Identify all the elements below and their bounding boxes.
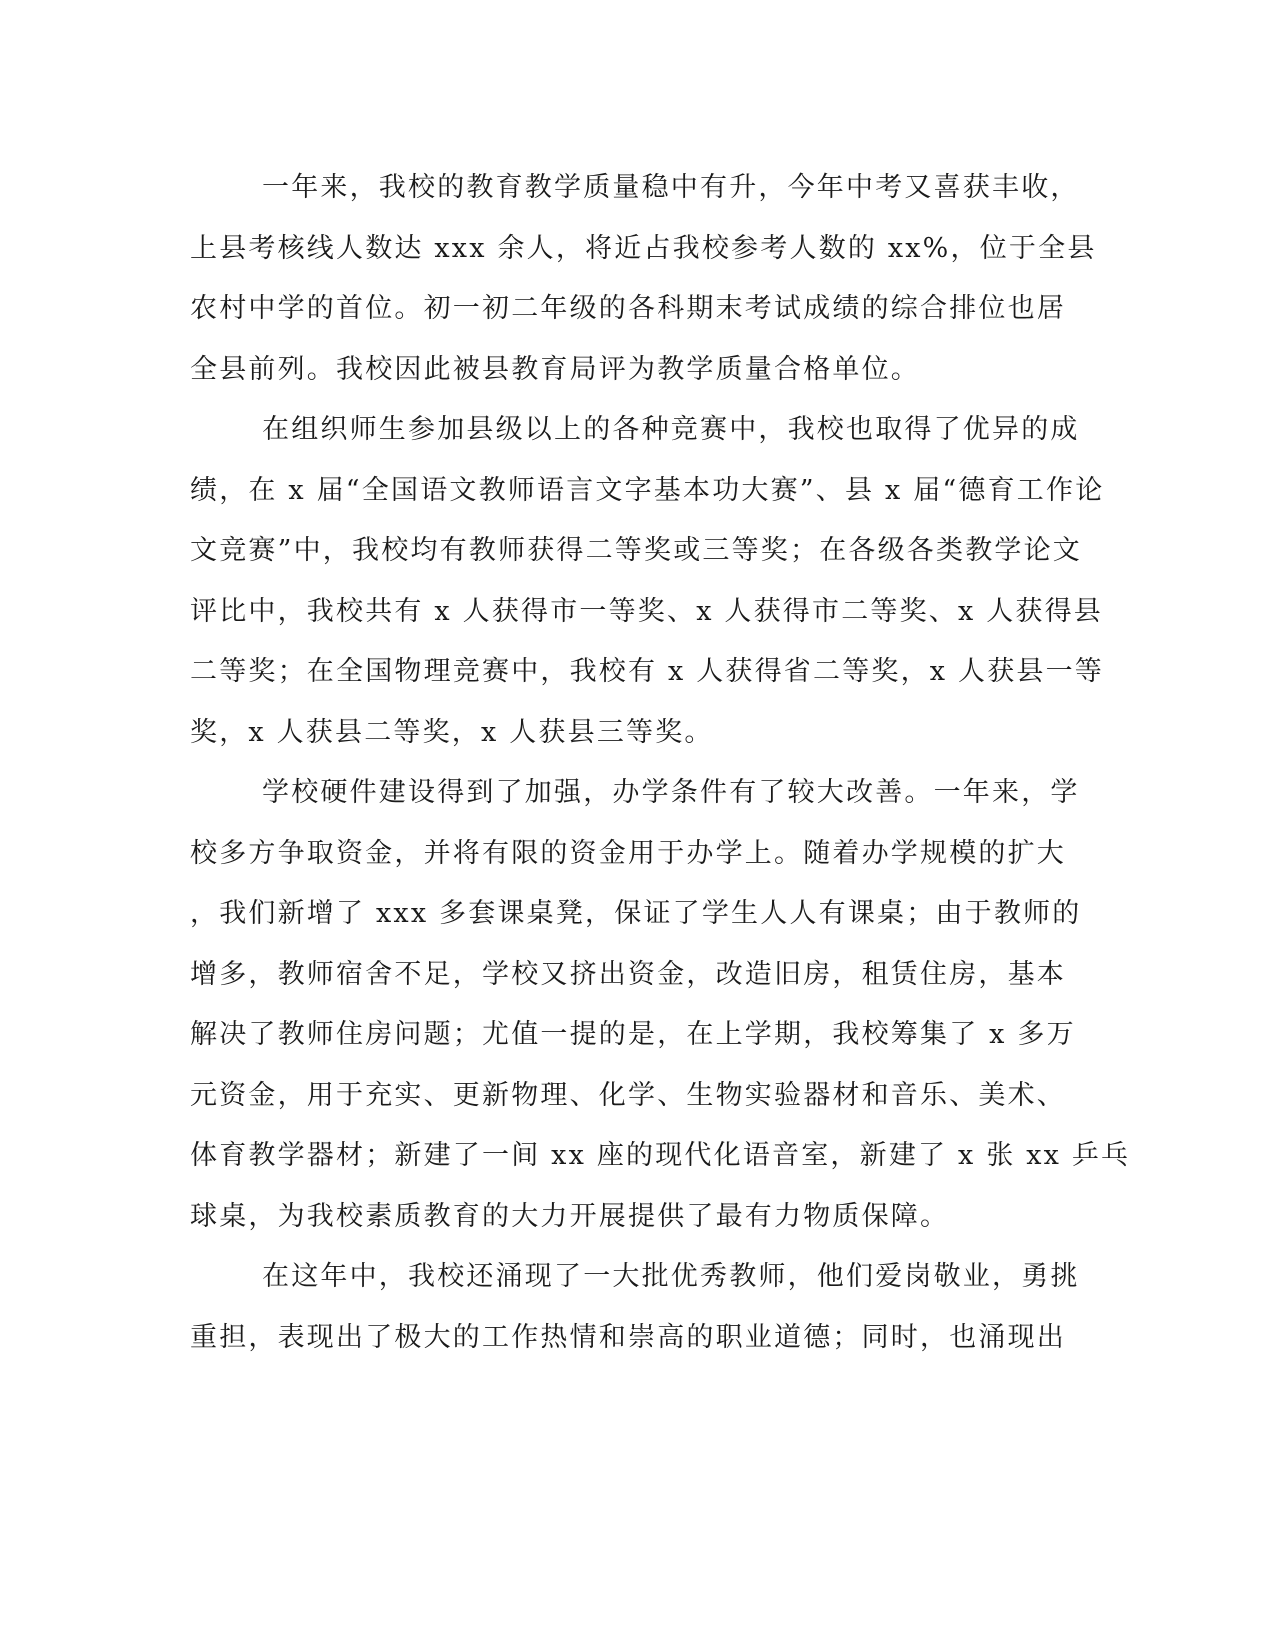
- text-line: 解决了教师住房问题；尤值一提的是，在上学期，我校筹集了 x 多万: [190, 1019, 1076, 1050]
- text-line: 元资金，用于充实、更新物理、化学、生物实验器材和音乐、美术、: [190, 1079, 1066, 1111]
- text-line: 农村中学的首位。初一初二年级的各科期末考试成绩的综合排位也居: [190, 293, 1066, 324]
- text-line: 在组织师生参加县级以上的各种竞赛中，我校也取得了优异的成: [262, 414, 1080, 445]
- text-line: 上县考核线人数达 xxx 余人，将近占我校参考人数的 xx%，位于全县: [190, 232, 1097, 264]
- text-line: 在这年中，我校还涌现了一大批优秀教师，他们爱岗敬业，勇挑: [262, 1261, 1080, 1292]
- paragraph-4: [190, 1247, 1090, 1368]
- text-line: 一年来，我校的教育教学质量稳中有升，今年中考又喜获丰收，: [262, 172, 1080, 203]
- text-line: 绩，在 x 届“全国语文教师语言文字基本功大赛”、县 x 届“德育工作论: [190, 474, 1105, 506]
- text-line: ，我们新增了 xxx 多套课桌凳，保证了学生人人有课桌；由于教师的: [190, 898, 1082, 929]
- text-line: 增多，教师宿舍不足，学校又挤出资金，改造旧房，租赁住房，基本: [190, 958, 1066, 990]
- text-line: 重担，表现出了极大的工作热情和崇高的职业道德；同时，也涌现出: [190, 1321, 1066, 1353]
- paragraph-3: [190, 763, 1131, 1247]
- text-line: 二等奖；在全国物理竞赛中，我校有 x 人获得省二等奖，x 人获县一等: [190, 656, 1105, 687]
- text-line: 体育教学器材；新建了一间 xx 座的现代化语音室，新建了 x 张 xx 乒乓: [190, 1140, 1131, 1171]
- text-line: 学校硬件建设得到了加强，办学条件有了较大改善。一年来，学: [262, 777, 1080, 808]
- text-line: 校多方争取资金，并将有限的资金用于办学上。随着办学规模的扩大: [190, 837, 1066, 869]
- text-line: 文竞赛”中，我校均有教师获得二等奖或三等奖；在各级各类教学论文: [190, 535, 1083, 566]
- text-line: 全县前列。我校因此被县教育局评为教学质量合格单位。: [190, 353, 920, 385]
- paragraph-1: [190, 158, 1097, 400]
- text-line: 奖，x 人获县二等奖，x 人获县三等奖。: [190, 716, 714, 748]
- text-line: 评比中，我校共有 x 人获得市一等奖、x 人获得市二等奖、x 人获得县: [190, 595, 1104, 627]
- text-line: 球桌，为我校素质教育的大力开展提供了最有力物质保障。: [190, 1200, 950, 1232]
- document-body: [190, 158, 1131, 1368]
- paragraph-2: [190, 400, 1105, 763]
